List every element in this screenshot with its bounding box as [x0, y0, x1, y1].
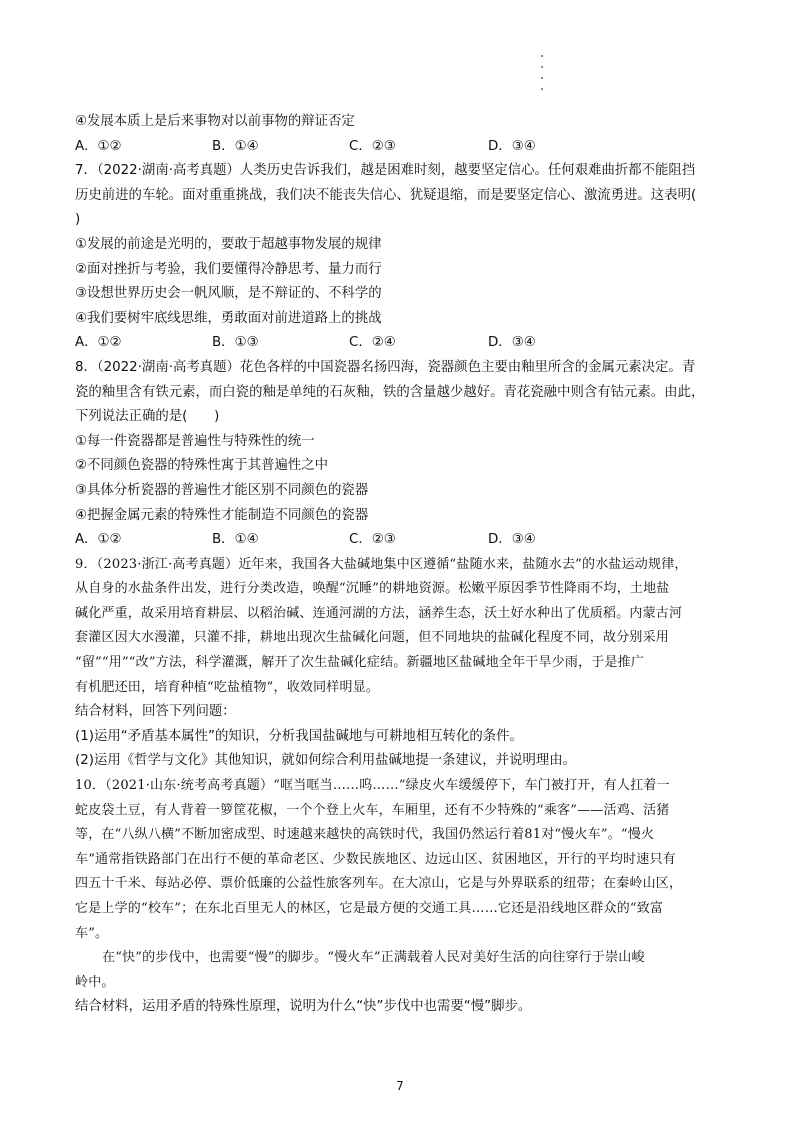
- q6-option-b: B．①④: [212, 138, 259, 154]
- q7-options: [75, 331, 725, 356]
- q8-options: [75, 528, 725, 553]
- q7-stem-line: ): [75, 212, 81, 228]
- q7-option-c: C．②④: [349, 335, 396, 351]
- q6-options: [75, 135, 725, 160]
- q10-material-line: 蛇皮袋土豆，有人背着一箩筐花椒，一个个登上火车，车厢里，还有不少特殊的“乘客”——活鸡、活猪: [75, 802, 670, 818]
- q6-item-4: ④发展本质上是后来事物对以前事物的辩证否定: [75, 114, 355, 129]
- q10-question: 结合材料，运用矛盾的特殊性原理，说明为什么“快”步伐中也需要“慢”脚步。: [75, 999, 532, 1015]
- q10-paragraph-2-line: 在“快”的步伐中，也需要“慢”的脚步。“慢火车”正满载着人民对美好生活的向往穿行于崇山峻: [102, 950, 645, 966]
- q10-material-line: 车”。: [75, 925, 109, 941]
- top-dots-decoration: [541, 55, 547, 90]
- q8-stem-line: 8．（2022·湖南·高考真题）花色各样的中国瓷器名扬四海，瓷器颜色主要由釉里所含的金属元素决定。青: [75, 359, 696, 375]
- q8-item: ④把握金属元素的特殊性才能制造不同颜色的瓷器: [75, 507, 369, 523]
- q7-item: ④我们要树牢底线思维，勇敢面对前进道路上的挑战: [75, 310, 382, 326]
- page-number: 7: [396, 1079, 404, 1093]
- q7-stem-line: 7．（2022·湖南·高考真题）人类历史告诉我们，越是困难时刻，越要坚定信心。任何艰难曲折都不能阻挡: [75, 163, 696, 179]
- q7-stem-line: 历史前进的车轮。面对重重挑战，我们决不能丧失信心、犹疑退缩，而是要坚定信心、激流勇进。这表明(: [75, 187, 697, 203]
- q9-material-line: 碱化严重，故采用培育耕层、以稻治碱、连通河湖的方法，涵养生态，沃土好水种出了优质稻。内蒙古河: [75, 605, 683, 621]
- q9-material-line: 套灌区因大水漫灌，只灌不排，耕地出现次生盐碱化问题，但不同地块的盐碱化程度不同，故分别采用: [75, 630, 670, 646]
- q7-item: ③设想世界历史会一帆风顺，是不辩证的、不科学的: [75, 286, 382, 302]
- q9-prompt: 结合材料，回答下列问题：: [75, 704, 236, 720]
- q10-material-line: 10．（2021·山东·统考高考真题）“哐当哐当……呜……”绿皮火车缓缓停下，车门被打开，有人扛着一: [75, 778, 670, 794]
- q7-item: ②面对挫折与考验，我们要懂得冷静思考、量力而行: [75, 261, 382, 277]
- q7-option-b: B．①③: [212, 335, 259, 351]
- q8-option-c: C．②③: [349, 532, 396, 548]
- q7-option-d: D．③④: [488, 335, 536, 351]
- q8-stem-line: 瓷的釉里含有铁元素，而白瓷的釉是单纯的石灰釉，铁的含量越少越好。青花瓷融中则含有钴元素。由此，: [75, 384, 705, 400]
- page-content: [75, 110, 725, 1020]
- q6-option-a: A．①②: [75, 138, 122, 154]
- q6-option-d: D．③④: [488, 138, 536, 154]
- q9-material-line: “留”“用”“改”方法，科学灌溉，解开了次生盐碱化症结。新疆地区盐碱地全年干旱少雨，于是推广: [75, 655, 645, 671]
- q8-item: ①每一件瓷器都是普遍性与特殊性的统一: [75, 433, 315, 449]
- q9-subquestion-1: (1)运用“矛盾基本属性”的知识，分析我国盐碱地与可耕地相互转化的条件。: [75, 728, 523, 744]
- q7-option-a: A．①②: [75, 335, 122, 351]
- q9-subquestion-2: (2)运用《哲学与文化》其他知识，就如何综合利用盐碱地提一条建议，并说明理由。: [75, 753, 577, 769]
- q10-material-line: 它是上学的“校车”；在东北百里无人的林区，它是最方便的交通工具……它还是沿线地区群众的“致富: [75, 901, 664, 916]
- q9-material-line: 9．（2023·浙江·高考真题）近年来，我国各大盐碱地集中区遵循“盐随水来，盐随水去”的水盐运动规律，: [75, 556, 688, 572]
- q8-stem-line: 下列说法正确的是( ): [75, 409, 220, 425]
- q6-option-c: C．②③: [349, 138, 396, 154]
- q10-material-line: 等，在“八纵八横”不断加密成型、时速越来越快的高铁时代，我国仍然运行着81对“慢火车”。“慢火: [75, 827, 655, 843]
- q10-paragraph-2-line: 岭中。: [75, 974, 115, 990]
- q10-material-line: 车”通常指铁路部门在出行不便的革命老区、少数民族地区、边远山区、贫困地区，开行的平均时速只有: [75, 851, 676, 867]
- q8-option-d: D．③④: [488, 532, 536, 548]
- q9-material-line: 从自身的水盐条件出发，进行分类改造，唤醒“沉睡”的耕地资源。松嫩平原因季节性降雨不均，土地盐: [75, 581, 670, 597]
- q10-material-line: 四五十千米、每站必停、票价低廉的公益性旅客列车。在大凉山，它是与外界联系的纽带；在秦岭山区，: [75, 876, 683, 892]
- q8-item: ③具体分析瓷器的普遍性才能区别不同颜色的瓷器: [75, 482, 369, 498]
- q9-material-line: 有机肥还田，培育种植“吃盐植物”，收效同样明显。: [75, 679, 380, 695]
- q8-option-a: A．①②: [75, 532, 122, 548]
- q8-option-b: B．①④: [212, 532, 259, 548]
- q7-item: ①发展的前途是光明的，要敢于超越事物发展的规律: [75, 236, 382, 252]
- q8-item: ②不同颜色瓷器的特殊性寓于其普遍性之中: [75, 458, 329, 474]
